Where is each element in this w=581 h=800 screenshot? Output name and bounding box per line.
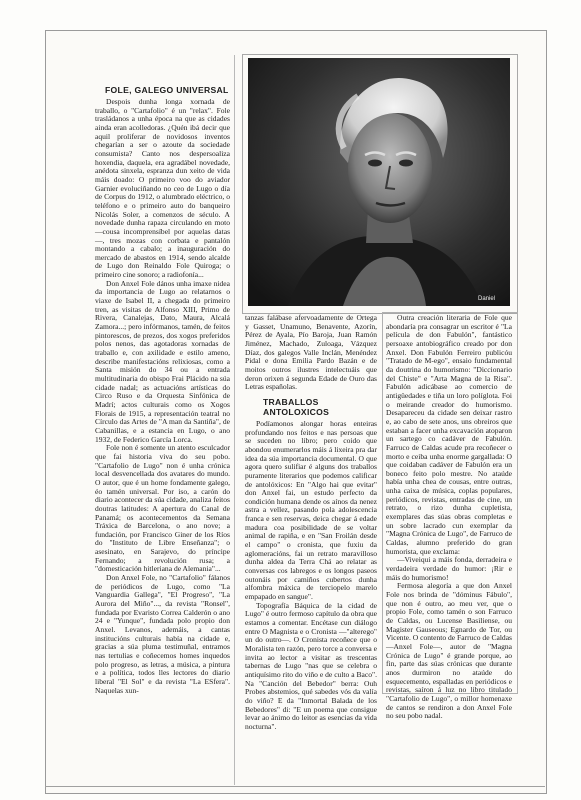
paragraph: Outra creación literaria de Fole que abondaría pra consagrar un escritor é "La película de don Fabulón", fantástico persoaxe antobiográfico creado por don Anxel. Don Fabulón Ferreiro publicóu "Tratado de M-ego", ensaio fundamental da doutrina do humorismo: "Diccionario del Chiste" e "Arta Magna de la Risa". Fabulón adicábase ao comercio de antigüedades e tiña un loro políglota. Foi o meirande creador do humorismo. Desapareceu da cidade sen deixar rastro e, ao cabo de sete anos, uns obreiros que estaban a facer unha excavación atoparon un sartego co cadáver de Fabulón. Farruco de Caldas acude pra recoñecer o morto e ceiba unha enorme gargallada: O que coidaban cadáver de Fabulón era un boneco feito polo mestre. No ataúde había unha chea de cousas, entre outras, unha caixa de música, coplas populares, periódicos, revistas, entradas de cine, un retrato, o rizo dunha cupletista, exemplares das súas obras completas e un sobre lacrado cun exemplar da "Magna Crónica de Lugo", de Farruco de Caldas, alumno preferido do gran humorista, que exclama: — [386, 313, 512, 556]
article-column-1 — [95, 85, 230, 790]
paragraph: —Viveiqui a máis fonda, derradeira e verdadeira verdade do humor: ¡Rir e máis do humorismo! — [386, 555, 512, 582]
paragraph: tanzas falábase afervoadamente de Ortega y Gasset, Unamuno, Benavente, Azorín, Pérez de Ayala, Pío Baroja, Juan Ramón Jiménez, Machado, Zuloaga, Vázquez Díaz, dos galegos Valle Inclán, Menéndez Pidal e dona Emilia Pardo Bazán e de moitos outros ilustres intelectuáis que deron orixen á segunda Edade de Ouro das Letras españolas. — [245, 313, 377, 392]
portrait-photo — [248, 58, 510, 306]
paragraph: Don Anxel Fole, no "Cartafolio" fálanos de periódicos de Lugo, como "La Vanguardia Gallega", "El Progreso", "La Aurora del Miño"..., da revista "Ronsel", fundada por Evaristo Correa Calderón o ano 24 e "Yunque", fundada polo propio don Anxel. Levanos, ademáis, a cantas institucións culturais había na cidade e, gracias a súa pluma testimuñal, entramos nas tertulias e coñecemos homes inquedos polo progreso, as letras, a música, a pintura e a política, todos lles lectores do diario liberal "El Sol" e da revista "La ESfera". Naquelas xun- — [95, 573, 230, 695]
photo-credit: Daniel — [478, 296, 496, 302]
portrait-illustration — [248, 58, 510, 306]
article-column-2 — [245, 314, 377, 789]
article-headline: FOLE, GALEGO UNIVERSAL — [105, 85, 229, 95]
column-divider — [234, 55, 235, 785]
paragraph: Podíamonos alongar horas enteiras profundando nos feitos e nas persoas que se suceden no libro; pero coido que abondou enumerarlos máis á lixeira pra dar idea da súa importancia documental. O que agora quero sulifiar é alguns dos traballos puramente literarios que podemos calificar de antolóxicos: En "Algo hai que evitar" don Anxel fai, un estudo perfecto da condición humana dende os aínos da nenez astra a vellez, pasando pola adolescencia franca e sen reservas, deica chegar á edade madura coa posibilidade de se voltar animal de rapiña, e en "San Froilán desde el campo" o cronista, que fuxiu da aglomeracións, fai un retrato maravilloso dunha aldea da Terra Chá ao relatar as conversas cos labregos e os longos paseos outonáis por camiños cubertos dunha alfombra máxica de terciopelo marelo empapado en sangue". — [245, 418, 377, 602]
bottom-rule — [45, 786, 545, 787]
paragraph: Fermosa alegoría a que don Anxel Fole nos brinda de "dóminus Fábulo", que non é outro, ao meu ver, que o propio Fole, como tamén o son Farruco de Caldas, ou Lucense Basiliense, ou Magister Gauseous; Egnardo de Tor, ou Vicente. O contento de Farruco de Caldas —Anxel Fole—, autor de "Magna Crónica de Lugo" é grande porque, ao fin, parte das súas crónicas que durante anos durmiron no ataúde do esquecemento, espalladas en periódicos e revistas, saíron á luz no libro titulado "Cartafolio de Lugo", o millor homenaxe de cantos se rendiron a don Anxel Fole no seu pobo nadal. — [386, 581, 512, 721]
paragraph: Topografía Báquica de la cidad de Lugo" é outro fermoso capítulo da obra que estamos a comentar. Encétase cun diálogo entre O Magnista e o Cronista —"alterego" un do outro—. O Cronista recoñece que o Moralista ten razón, pero torce a conversa e invita ao lector a visitar as trescentas tabernas de Lugo "nas que se celebra o antiquísimo rito do viño e de culto a Baco". Na "Canción del Bebedor" berra: Ouh Probes abstemios, qué sabedes vós da valía do viño? E da "Inmortal Balada de los Bebedores" di: "E un poema que consigue levar ao ánimo do leitor as esencias da vida nocturna". — [245, 600, 378, 731]
paragraph: Fole non é somente un atento esculcador que fai historia viva do seu pobo. "Cartafolio de Lugo" non é unha crónica local desvencellada dos avatares do mundo. O autor, que é un home fondamente galego, éo tamén universal. Por iso, a carón do diario acontecer da súa cidade, analiza feitos doutras latitudes: A apertura do Canal de Panamá; os acontecementos da Semana Tráxica de Barcelona, o ano nove; a fundación, por Francisco Giner de los Ríos do "Instituto de Libre Enseñanza"; o asesinato, en Sarajevo, do príncipe Fernando; a revolución rusa; a "domesticación hitleriana de Alemania"... — [95, 443, 230, 574]
paragraph: Don Anxel Fole dános unha imaxe nidea da importancia de Lugo ao relatarnos o viaxe de Isabel II, a chegada do primeiro tren, as visitas de Alfonso XIII, Primo de Rivera, Canalejas, Dato, Maura, Alcalá Zamora...; pero infórmanos, tamén, de feitos pintorescos, de prezos, dos xogos preferidos polos nenos, das agotadoras xornadas de traballo e, con axilidade e estilo ameno, describe manifestacións relixiosas, como a Santa misión do 34 ou a entrada multitudinaria do obispo Frai Plácido na súa cidade nadal; as actuacións artísticas do Circo Ruso e da Orquesta Sinfónica de Madrí; actos culturais como os Xogos Florais de 1915, a representación teatral no Círculo das Artes de "A man da Santiña", de Cabanillas, e a estancia en Lugo, o ano 1932, de Federico García Lorca. — [95, 278, 230, 444]
paragraph: Despois dunha longa xornada de traballo, o "Cartafolio" é un "relax". Fole trasládanos a unha época na que as cidades ainda eran acolledoras. ¿Quén ibá decir que aquil proliferar de novidosos inventos chegarían a ser o azoute da sociedade consumista? Canto nos despersoaliza hoxendia, daquela, era agradábel novedade, anédota sinxela, espranza dun xeito de vida máis doado: O primeiro voo do aviador Garnier evoluciñando no ceo de Lugo o día de Corpus do 1912, o alumbrado eléctrico, o teléfono e o primeiro auto do banqueiro Nicolás Soler, a comenzos de século. A novedade dunha rapaza circulando en moto —cousa incomprensíbel por aquelas datas—, tres mozas con corbata e pantalón montando a cabalo; a inauguración do mercado de abastos en 1914, sendo alcalde de Lugo don Reinaldo Fole Quiroga; o primeiro cine sonoro; a radiofonía... — [95, 97, 230, 280]
article-column-3 — [386, 313, 512, 721]
section-subheading: TRABALLOS ANTOLOXICOS — [263, 396, 330, 417]
